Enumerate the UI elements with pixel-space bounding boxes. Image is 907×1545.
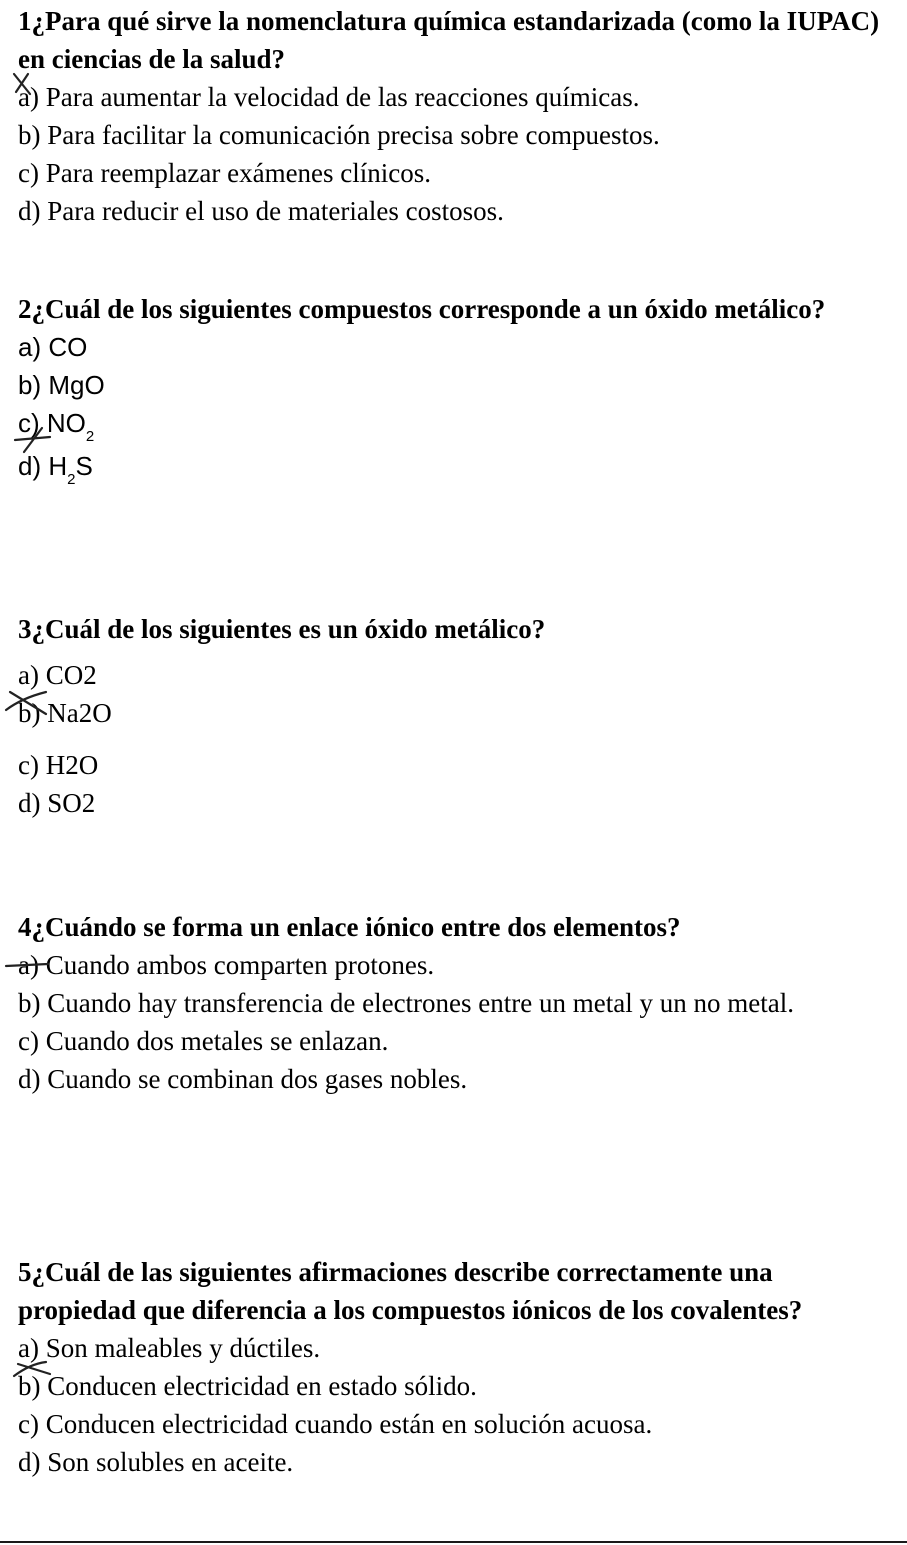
question-3-title: 3¿Cuál de los siguientes es un óxido metálico? <box>18 614 546 644</box>
question-5-option-c: c) Conducen electricidad cuando están en solución acuosa. <box>18 1409 653 1439</box>
question-5-option-d: d) Son solubles en aceite. <box>18 1447 294 1477</box>
option-label: c) <box>18 408 40 438</box>
question-4-option-a: a) Cuando ambos comparten protones. <box>18 950 435 980</box>
option-label: d) <box>18 451 42 481</box>
question-1-option-c: c) Para reemplazar exámenes clínicos. <box>18 158 432 188</box>
formula: S <box>75 451 93 481</box>
formula: NO <box>46 408 86 438</box>
question-5-option-a: a) Son maleables y dúctiles. <box>18 1333 321 1363</box>
question-4-option-c: c) Cuando dos metales se enlazan. <box>18 1026 389 1056</box>
question-2-option-a <box>18 328 887 366</box>
formula-subscript: 2 <box>67 471 76 488</box>
question-2-option-d <box>18 447 887 490</box>
question-5 <box>18 1253 887 1481</box>
question-2-option-b <box>18 366 887 404</box>
bottom-divider <box>0 1541 907 1543</box>
question-4-title: 4¿Cuándo se forma un enlace iónico entre dos elementos? <box>18 912 681 942</box>
formula: H <box>48 451 68 481</box>
question-3-option-a: a) CO2 <box>18 660 97 690</box>
question-1 <box>18 2 887 230</box>
question-4-option-b: b) Cuando hay transferencia de electrones entre un metal y un no metal. <box>18 988 794 1018</box>
question-3-option-b: b) Na2O <box>18 698 112 728</box>
question-3-option-c: c) H2O <box>18 750 99 780</box>
formula: CO <box>48 332 88 362</box>
question-5-option-b: b) Conducen electricidad en estado sólido. <box>18 1371 477 1401</box>
question-2-title: 2¿Cuál de los siguientes compuestos corresponde a un óxido metálico? <box>18 294 826 324</box>
formula: MgO <box>48 370 105 400</box>
question-2 <box>18 290 887 490</box>
question-1-title: 1¿Para qué sirve la nomenclatura química estandarizada (como la IUPAC) en ciencias de la salud? <box>18 6 880 74</box>
option-label: a) <box>18 332 42 362</box>
question-4 <box>18 908 887 1098</box>
question-1-option-d: d) Para reducir el uso de materiales costosos. <box>18 196 504 226</box>
question-5-title: 5¿Cuál de las siguientes afirmaciones describe correctamente una propiedad que diferencia a los compuestos iónicos de los covalentes? <box>18 1257 803 1325</box>
question-3-option-d: d) SO2 <box>18 788 96 818</box>
question-1-option-b: b) Para facilitar la comunicación precisa sobre compuestos. <box>18 120 660 150</box>
option-label: b) <box>18 370 42 400</box>
formula-subscript: 2 <box>85 428 95 445</box>
question-4-option-d: d) Cuando se combinan dos gases nobles. <box>18 1064 468 1094</box>
question-3 <box>18 610 887 822</box>
question-1-option-a: a) Para aumentar la velocidad de las reacciones químicas. <box>18 82 640 112</box>
question-2-option-c <box>18 404 887 447</box>
